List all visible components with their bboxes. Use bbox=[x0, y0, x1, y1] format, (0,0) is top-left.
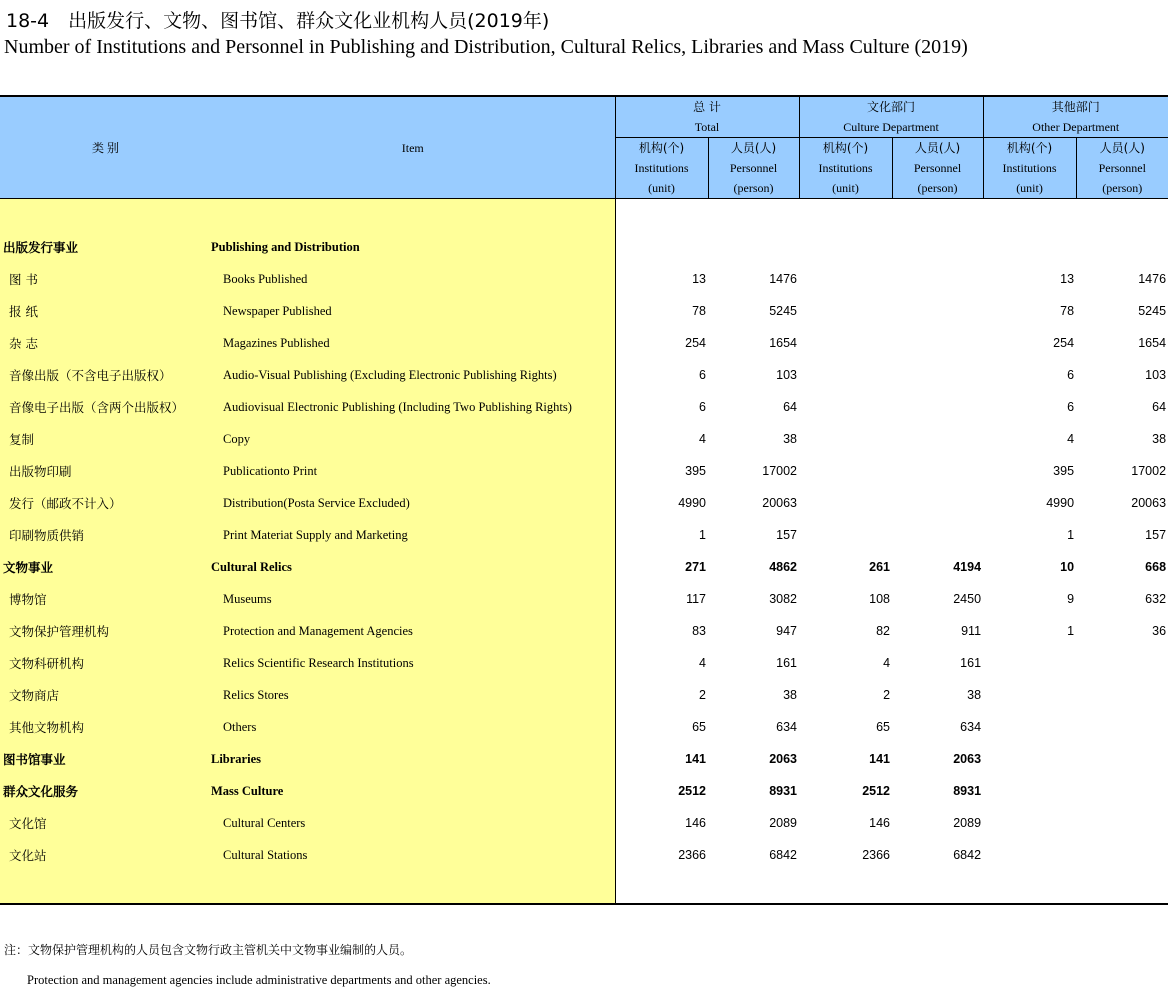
cell-total-personnel: 634 bbox=[776, 720, 798, 734]
table-row bbox=[0, 231, 1168, 263]
row-item-en: Cultural Relics bbox=[211, 551, 615, 583]
row-category-cn: 文化站 bbox=[0, 839, 211, 871]
row-category-cn: 文物保护管理机构 bbox=[0, 615, 211, 647]
table-row bbox=[0, 711, 1168, 743]
table-row bbox=[0, 775, 1168, 807]
cell-culture-personnel: 634 bbox=[960, 720, 982, 734]
cell-culture-institutions bbox=[799, 455, 892, 487]
cell-other-institutions bbox=[983, 679, 1076, 711]
cell-other-institutions: 254 bbox=[1053, 336, 1075, 350]
cell-other-institutions: 4 bbox=[1067, 432, 1075, 446]
cell-total-institutions: 4 bbox=[615, 647, 708, 679]
cell-other-institutions: 4990 bbox=[1046, 496, 1075, 510]
col-header-total-pers: 人员(人) Personnel (person) bbox=[708, 138, 799, 199]
cell-other-personnel: 668 bbox=[1145, 560, 1167, 574]
cell-culture-personnel bbox=[892, 519, 983, 551]
cell-culture-personnel bbox=[892, 295, 983, 327]
cell-other-institutions bbox=[983, 231, 1076, 263]
cell-other-institutions: 13 bbox=[1060, 272, 1075, 286]
cell-other-personnel bbox=[1076, 711, 1168, 743]
cell-other-personnel bbox=[1076, 647, 1168, 679]
cell-culture-institutions bbox=[799, 487, 892, 519]
cell-other-personnel: 103 bbox=[1145, 368, 1167, 382]
cell-total-personnel: 5245 bbox=[769, 304, 798, 318]
row-category-cn: 音像电子出版（含两个出版权） bbox=[0, 391, 211, 423]
spacer-row bbox=[0, 199, 1168, 232]
cell-total-institutions: 2366 bbox=[615, 839, 708, 871]
cell-other-personnel: 64 bbox=[1152, 400, 1167, 414]
cell-total-institutions: 141 bbox=[615, 743, 708, 775]
table-row bbox=[0, 647, 1168, 679]
cell-total-personnel: 161 bbox=[776, 656, 798, 670]
row-item-en: Magazines Published bbox=[211, 327, 615, 359]
cell-total-institutions: 254 bbox=[615, 327, 708, 359]
cell-culture-personnel bbox=[892, 327, 983, 359]
table-row bbox=[0, 519, 1168, 551]
table-row bbox=[0, 391, 1168, 423]
cell-other-personnel bbox=[1076, 679, 1168, 711]
table-title-cn: 18-4 出版发行、文物、图书馆、群众文化业机构人员(2019年) bbox=[6, 10, 550, 32]
footnote-cn: 注：文物保护管理机构的人员包含文物行政主管机关中文物事业编制的人员。 bbox=[4, 943, 413, 957]
cell-culture-institutions: 141 bbox=[869, 752, 891, 766]
cell-other-institutions: 10 bbox=[1060, 560, 1075, 574]
col-header-culture-inst: 机构(个) Institutions (unit) bbox=[799, 138, 892, 199]
row-item-en: Audiovisual Electronic Publishing (Including Two Publishing Rights) bbox=[211, 391, 615, 423]
row-category-cn: 复制 bbox=[0, 423, 211, 455]
table-row bbox=[0, 423, 1168, 455]
cell-other-institutions bbox=[983, 743, 1076, 775]
cell-total-personnel: 17002 bbox=[762, 464, 798, 478]
cell-other-personnel: 20063 bbox=[1131, 496, 1167, 510]
cell-total-personnel: 1476 bbox=[769, 272, 798, 286]
row-item-en: Museums bbox=[211, 583, 615, 615]
cell-total-institutions: 271 bbox=[615, 551, 708, 583]
col-header-other-inst: 机构(个) Institutions (unit) bbox=[983, 138, 1076, 199]
row-category-cn: 出版物印刷 bbox=[0, 455, 211, 487]
row-item-en: Relics Stores bbox=[211, 679, 615, 711]
group-header-other: 其他部门 Other Department bbox=[983, 96, 1168, 138]
cell-total-institutions: 78 bbox=[615, 295, 708, 327]
cell-culture-personnel: 161 bbox=[960, 656, 982, 670]
cell-other-personnel bbox=[1076, 231, 1168, 263]
cell-total-institutions: 65 bbox=[615, 711, 708, 743]
cell-total-personnel: 157 bbox=[776, 528, 798, 542]
cell-total-institutions: 1 bbox=[615, 519, 708, 551]
row-item-en: Mass Culture bbox=[211, 775, 615, 807]
cell-total-institutions: 117 bbox=[615, 583, 708, 615]
row-item-en: Newspaper Published bbox=[211, 295, 615, 327]
group-header-culture: 文化部门 Culture Department bbox=[799, 96, 983, 138]
cell-culture-institutions: 2366 bbox=[862, 848, 891, 862]
row-item-en: Audio-Visual Publishing (Excluding Electronic Publishing Rights) bbox=[211, 359, 615, 391]
cell-other-institutions: 6 bbox=[1067, 400, 1075, 414]
cell-total-institutions: 146 bbox=[615, 807, 708, 839]
table-row bbox=[0, 359, 1168, 391]
table-title-en: Number of Institutions and Personnel in Publishing and Distribution, Cultural Relics, Libraries and Mass Culture (2019) bbox=[4, 36, 968, 58]
cell-total-institutions bbox=[615, 231, 708, 263]
cell-other-institutions: 1 bbox=[1067, 624, 1075, 638]
cell-culture-institutions bbox=[799, 327, 892, 359]
cell-other-personnel bbox=[1076, 839, 1168, 871]
row-category-cn: 博物馆 bbox=[0, 583, 211, 615]
cell-total-personnel: 38 bbox=[783, 432, 798, 446]
row-category-cn: 出版发行事业 bbox=[0, 231, 211, 263]
cell-total-personnel: 20063 bbox=[762, 496, 798, 510]
table-header bbox=[0, 96, 1168, 199]
cell-other-personnel bbox=[1076, 807, 1168, 839]
cell-total-personnel: 38 bbox=[783, 688, 798, 702]
row-item-en: Relics Scientific Research Institutions bbox=[211, 647, 615, 679]
cell-other-institutions bbox=[983, 839, 1076, 871]
cell-other-personnel: 157 bbox=[1145, 528, 1167, 542]
row-category-cn: 文物科研机构 bbox=[0, 647, 211, 679]
cell-total-institutions: 6 bbox=[615, 359, 708, 391]
table-body bbox=[0, 199, 1168, 905]
row-item-en: Cultural Stations bbox=[211, 839, 615, 871]
row-category-cn: 群众文化服务 bbox=[0, 775, 211, 807]
cell-culture-personnel bbox=[892, 263, 983, 295]
cell-culture-personnel bbox=[892, 231, 983, 263]
cell-other-institutions bbox=[983, 775, 1076, 807]
cell-total-institutions: 13 bbox=[615, 263, 708, 295]
row-category-cn: 文物商店 bbox=[0, 679, 211, 711]
cell-culture-institutions bbox=[799, 295, 892, 327]
row-category-cn: 文物事业 bbox=[0, 551, 211, 583]
cell-culture-personnel bbox=[892, 391, 983, 423]
table-row bbox=[0, 807, 1168, 839]
cell-other-institutions bbox=[983, 647, 1076, 679]
table-row bbox=[0, 839, 1168, 871]
row-category-cn: 杂 志 bbox=[0, 327, 211, 359]
cell-total-institutions: 6 bbox=[615, 391, 708, 423]
cell-culture-personnel: 38 bbox=[967, 688, 982, 702]
cell-culture-personnel: 8931 bbox=[953, 784, 982, 798]
table-row bbox=[0, 487, 1168, 519]
row-item-en: Protection and Management Agencies bbox=[211, 615, 615, 647]
cell-other-institutions: 6 bbox=[1067, 368, 1075, 382]
cell-total-personnel: 64 bbox=[783, 400, 798, 414]
table-row bbox=[0, 455, 1168, 487]
footnote-en: Protection and management agencies include administrative departments and other agencies. bbox=[27, 973, 491, 987]
cell-other-institutions bbox=[983, 711, 1076, 743]
col-header-other-pers: 人员(人) Personnel (person) bbox=[1076, 138, 1168, 199]
row-category-cn: 文化馆 bbox=[0, 807, 211, 839]
row-category-cn: 发行（邮政不计入） bbox=[0, 487, 211, 519]
cell-other-institutions: 395 bbox=[1053, 464, 1075, 478]
col-header-total-inst: 机构(个) Institutions (unit) bbox=[615, 138, 708, 199]
table-row bbox=[0, 743, 1168, 775]
item-header: Item bbox=[211, 96, 615, 199]
cell-total-institutions: 395 bbox=[615, 455, 708, 487]
cell-culture-institutions bbox=[799, 391, 892, 423]
cell-other-institutions: 9 bbox=[1067, 592, 1075, 606]
row-item-en: Publishing and Distribution bbox=[211, 231, 615, 263]
cell-other-personnel: 36 bbox=[1152, 624, 1167, 638]
cell-culture-institutions: 2512 bbox=[862, 784, 891, 798]
cell-other-personnel bbox=[1076, 743, 1168, 775]
cell-total-personnel: 3082 bbox=[769, 592, 798, 606]
cell-culture-institutions: 82 bbox=[876, 624, 891, 638]
table-row bbox=[0, 679, 1168, 711]
cell-other-institutions: 1 bbox=[1067, 528, 1075, 542]
cell-culture-institutions bbox=[799, 359, 892, 391]
group-header-total: 总 计 Total bbox=[615, 96, 799, 138]
cell-other-personnel: 5245 bbox=[1138, 304, 1167, 318]
cell-total-institutions: 4990 bbox=[615, 487, 708, 519]
cell-other-institutions bbox=[983, 807, 1076, 839]
cell-other-personnel: 632 bbox=[1145, 592, 1167, 606]
cell-culture-institutions: 2 bbox=[883, 688, 891, 702]
data-table bbox=[0, 95, 1168, 905]
spacer-row bbox=[0, 871, 1168, 904]
cell-total-institutions: 2 bbox=[615, 679, 708, 711]
cell-culture-personnel bbox=[892, 487, 983, 519]
cell-other-institutions: 78 bbox=[1060, 304, 1075, 318]
cell-culture-personnel: 2089 bbox=[953, 816, 982, 830]
row-item-en: Libraries bbox=[211, 743, 615, 775]
cell-other-personnel bbox=[1076, 775, 1168, 807]
row-item-en: Publicationto Print bbox=[211, 455, 615, 487]
cell-other-personnel: 17002 bbox=[1131, 464, 1167, 478]
row-item-en: Cultural Centers bbox=[211, 807, 615, 839]
cell-culture-institutions: 261 bbox=[869, 560, 891, 574]
cell-culture-personnel: 6842 bbox=[953, 848, 982, 862]
row-item-en: Print Materiat Supply and Marketing bbox=[211, 519, 615, 551]
table-row bbox=[0, 295, 1168, 327]
category-header: 类 别 bbox=[0, 96, 211, 199]
cell-total-personnel: 103 bbox=[776, 368, 798, 382]
cell-other-personnel: 1476 bbox=[1138, 272, 1167, 286]
table-row bbox=[0, 263, 1168, 295]
row-category-cn: 报 纸 bbox=[0, 295, 211, 327]
cell-other-personnel: 38 bbox=[1152, 432, 1167, 446]
table-row bbox=[0, 615, 1168, 647]
cell-culture-institutions bbox=[799, 263, 892, 295]
cell-culture-institutions: 4 bbox=[883, 656, 891, 670]
row-category-cn: 其他文物机构 bbox=[0, 711, 211, 743]
row-category-cn: 图 书 bbox=[0, 263, 211, 295]
cell-total-personnel: 1654 bbox=[769, 336, 798, 350]
row-item-en: Others bbox=[211, 711, 615, 743]
table-row bbox=[0, 583, 1168, 615]
cell-culture-institutions: 146 bbox=[869, 816, 891, 830]
table-row bbox=[0, 327, 1168, 359]
cell-total-personnel bbox=[708, 231, 799, 263]
cell-culture-personnel: 4194 bbox=[953, 560, 982, 574]
row-category-cn: 音像出版（不含电子出版权） bbox=[0, 359, 211, 391]
cell-culture-personnel bbox=[892, 359, 983, 391]
row-item-en: Distribution(Posta Service Excluded) bbox=[211, 487, 615, 519]
cell-total-personnel: 6842 bbox=[769, 848, 798, 862]
cell-culture-institutions bbox=[799, 231, 892, 263]
cell-culture-personnel: 2450 bbox=[953, 592, 982, 606]
cell-culture-institutions bbox=[799, 423, 892, 455]
cell-culture-personnel bbox=[892, 455, 983, 487]
col-header-culture-pers: 人员(人) Personnel (person) bbox=[892, 138, 983, 199]
cell-total-institutions: 83 bbox=[615, 615, 708, 647]
cell-culture-institutions: 65 bbox=[876, 720, 891, 734]
cell-other-personnel: 1654 bbox=[1138, 336, 1167, 350]
table-row bbox=[0, 551, 1168, 583]
row-item-en: Books Published bbox=[211, 263, 615, 295]
row-item-en: Copy bbox=[211, 423, 615, 455]
cell-culture-institutions: 108 bbox=[869, 592, 891, 606]
cell-total-personnel: 2063 bbox=[769, 752, 798, 766]
cell-total-personnel: 2089 bbox=[769, 816, 798, 830]
row-category-cn: 图书馆事业 bbox=[0, 743, 211, 775]
cell-culture-personnel: 2063 bbox=[953, 752, 982, 766]
cell-culture-personnel bbox=[892, 423, 983, 455]
cell-culture-institutions bbox=[799, 519, 892, 551]
cell-total-personnel: 947 bbox=[776, 624, 798, 638]
cell-total-personnel: 8931 bbox=[769, 784, 798, 798]
cell-total-institutions: 2512 bbox=[615, 775, 708, 807]
cell-total-institutions: 4 bbox=[615, 423, 708, 455]
row-category-cn: 印刷物质供销 bbox=[0, 519, 211, 551]
cell-culture-personnel: 911 bbox=[961, 624, 982, 638]
cell-total-personnel: 4862 bbox=[769, 560, 798, 574]
